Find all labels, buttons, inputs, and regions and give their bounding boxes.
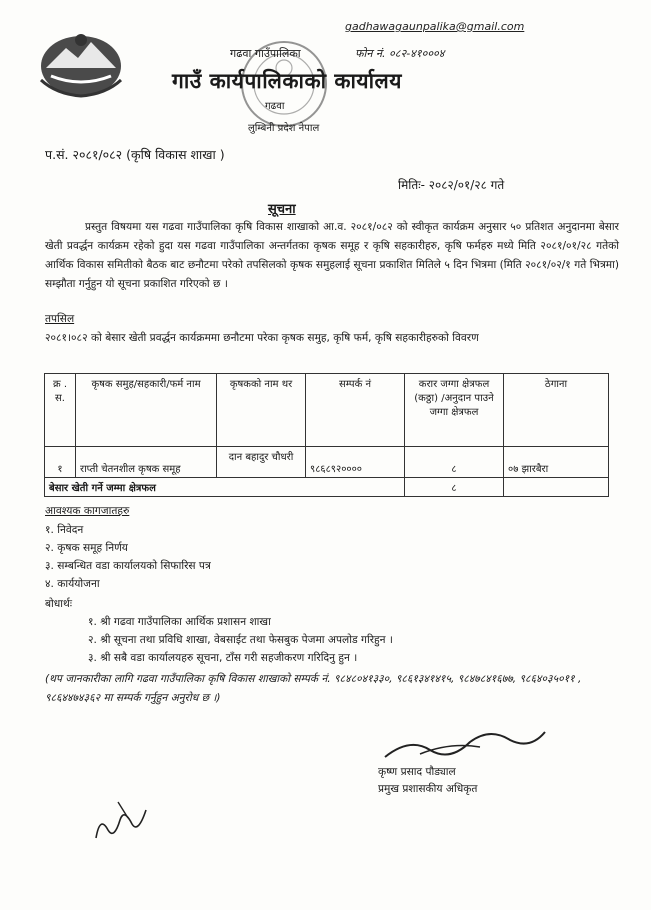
signer-name: कृष्ण प्रसाद पौड्याल <box>378 766 456 778</box>
col-address: ठेगाना <box>504 374 609 447</box>
col-area: करार जग्गा क्षेत्रफल (कठ्ठा) /अनुदान पाउने जग्गा क्षेत्रफल <box>405 374 504 447</box>
selected-groups-table <box>44 373 609 497</box>
notice-title: सूचना <box>268 202 296 217</box>
cell-address: ०७ झारबैरा <box>504 447 609 478</box>
list-item: ४. कार्ययोजना <box>45 578 100 590</box>
office-address: लुम्बिनी प्रदेश नेपाल <box>248 123 320 134</box>
phone-number: फोन नं. ०८२-४१०००४ <box>355 47 445 60</box>
handwritten-initials <box>88 790 153 845</box>
signature-scribble <box>380 712 550 767</box>
nepal-emblem-logo <box>36 28 126 100</box>
notice-body: प्रस्तुत विषयमा यस गढवा गाउँपालिका कृषि विकास शाखाको आ.व. २०८१/०८२ को स्वीकृत कार्यक्रम अनुसार ५० प्रतिशत अनुदानमा बेसार खेती प्रवर्द्धन कार्यक्रम रहेको हुदा यस गढवा गाउँपालिका अन्तर्गतका कृषक समूह र कृषि सहकारीहरु, कृषि फर्महरु मध्ये मिति २०८१/०१/२८ गतेको आर्थिक विकास समितीको बैठक बाट छनौटमा परेको तपसिलको कृषक समुहलाई सूचना प्रकाशित मितिले ५ दिन भित्रमा (मिति २०८१/०२/१ गते भित्रमा) सम्झौता गर्नुहुन यो सूचना प्रकाशित गरिएको छ । <box>45 221 619 290</box>
email-address: gadhawagaunpalika@gmail.com <box>345 20 525 33</box>
list-item: २. कृषक समूह निर्णय <box>45 542 128 554</box>
list-item: १. निवेदन <box>45 524 84 536</box>
total-label: बेसार खेती गर्ने जम्मा क्षेत्रफल <box>45 478 405 497</box>
municipality-name: गढवा गाउँपालिका <box>230 47 301 60</box>
table-total-row <box>45 478 609 497</box>
col-farmer: कृषकको नाम थर <box>217 374 306 447</box>
col-contact: सम्पर्क नं <box>306 374 405 447</box>
list-item: २. श्री सूचना तथा प्रविधि शाखा, वेबसाईट तथा फेसबुक पेजमा अपलोड गरिहुन । <box>88 634 393 646</box>
list-item: १. श्री गढवा गाउँपालिका आर्थिक प्रशासन शाखा <box>88 616 271 628</box>
table-row <box>45 447 609 478</box>
col-group: कृषक समुह/सहकारी/फर्म नाम <box>76 374 217 447</box>
list-item: ३. सम्बन्धित वडा कार्यालयको सिफारिस पत्र <box>45 560 211 572</box>
cell-sn: १ <box>45 447 76 478</box>
cell-farmer: दान बहादुर चौधरी <box>217 447 306 478</box>
reference-number: प.सं. २०८१/०८२ (कृषि विकास शाखा ) <box>45 147 225 162</box>
col-sn: क्र . स. <box>45 374 76 447</box>
signer-post: प्रमुख प्रशासकीय अधिकृत <box>378 783 478 795</box>
notice-date: मितिः- २०८२/०१/२८ गते <box>398 178 505 192</box>
tapsil-heading: तपसिल <box>45 313 75 325</box>
distribution-heading: बोधार्थः <box>45 598 72 610</box>
cell-group: राप्ती चेतनशील कृषक समूह <box>76 447 217 478</box>
cell-contact: ९८६८९२०००० <box>306 447 405 478</box>
office-title: गाउँ कार्यपालिकाको कार्यालय <box>172 69 402 93</box>
contact-note: (थप जानकारीका लागि गढवा गाउँपालिका कृषि विकास शाखाको सम्पर्क नं. ९८४८०४१३३०, ९८६१३४१४१५, ९८४७८४१६७७, ९८६४०३५०११ , ९८६४४७४३६२ मा सम्पर्क गर्नुहुन अनुरोध छ ।) <box>45 673 582 704</box>
table-header-row <box>45 374 609 447</box>
cell-area: ८ <box>405 447 504 478</box>
total-value: ८ <box>405 478 504 497</box>
municipality-name-repeat: गढवा <box>265 101 285 112</box>
list-item: ३. श्री सबै वडा कार्यालयहरु सूचना, टाँस गरी सहजीकरण गरिदिनु हुन । <box>88 652 358 664</box>
total-empty <box>504 478 609 497</box>
tapsil-text: २०८१।०८२ को बेसार खेती प्रवर्द्धन कार्यक्रममा छनौटमा परेका कृषक समुह, कृषि फर्म, कृषि सहकारीहरुको विवरण <box>45 332 479 344</box>
required-docs-heading: आवश्यक कागजातहरु <box>45 505 130 517</box>
